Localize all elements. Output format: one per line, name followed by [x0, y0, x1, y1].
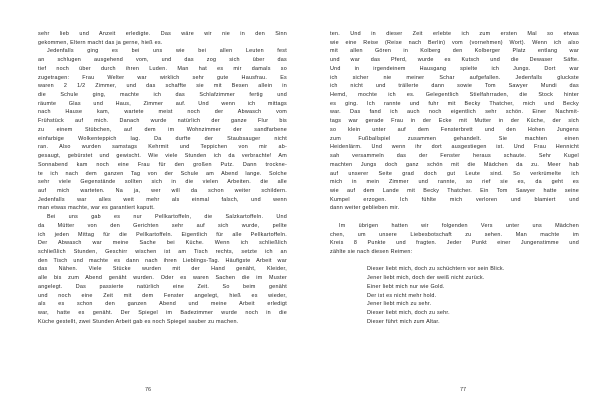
text-line: zählte sie nach diesen Reimen: — [330, 248, 413, 255]
text-line: ran. Also wurden samstags Kehrmit und Teppichen von mir ab- — [38, 144, 287, 151]
text-line: auf mich warteten. Na ja, wer will da schon weiter schildern. — [38, 187, 287, 194]
verse-line: Dieser liebt mich, doch zu sehr. — [367, 310, 450, 316]
text-line: sah versammeln das der Fenster heraus schaute. Sehr Kugel — [330, 153, 579, 160]
text-line: dann weiter geblieben mir. — [330, 205, 400, 212]
text-line: Sonnabend kam noch eine Frau für den großen Putz. Dann trockne- — [38, 161, 287, 168]
text-line: tags war gerade Frau in der Ecke mit Mutter in der Küche, der sich — [330, 118, 579, 125]
text-line: nach Hause kam, wartete meist noch der Abwasch vom — [38, 109, 287, 116]
text-line: den Tisch und machte es dann nach ihren Lieblings-Tag. Häufigste Arbeit war — [38, 257, 287, 264]
text-line: mich in mein Zimmer und rannte, so rief sie es, da geht es — [330, 179, 579, 186]
text-line: war, hatte es genäht. Der Spiegel im Badezimmer wurde noch in die — [38, 310, 287, 316]
text-line: gesaugt, gebürstet und gewischt. Wie viele Stunden ich da verbrachte! Am — [38, 153, 287, 160]
text-line: als es schon den ganzen Abend und meine Arbeit erledigt — [38, 301, 287, 308]
text-line: war. Das fand ich auch noch eigentlich sehr schön. Einer Nachmit- — [330, 109, 579, 116]
verse-line: Dieser liebt mich, doch zu schüchtern vor sein Blick. — [367, 266, 505, 273]
text-line: sehr lieb und Anzeit erledigte. Das wäre wir nie in den Sinn — [38, 31, 287, 37]
text-line: zum Fußballspiel zusammen gehandelt. Sie machten einen — [330, 135, 579, 142]
right-page — [330, 30, 579, 410]
text-line: schließlich Stunden, Geschirr wischen ist am Tisch rechts, setzte ich an — [38, 248, 287, 255]
text-line: zu einem Stübchen, auf dem im Wohnzimmer der sandfarbene — [38, 126, 287, 133]
verse-line: Der ist es nicht mehr hold. — [367, 292, 437, 299]
text-line: angelegt. Das passierte natürlich eine Zeit. So beim genäht — [38, 283, 287, 290]
text-line: das Nähen. Viele Stücke wurden mit der Hand genäht, Kleider, — [38, 266, 287, 273]
text-line: wie eine Reise (Reise nach Berlin) vom (vornehmen) Wort). Wenn ich also — [330, 39, 579, 46]
text-line: Kumpel erzogen. Ich fühlte mich verloren und blamiert und — [330, 196, 579, 203]
text-line: Hemd, mochte ich es. Gelegentlich Stielfahrraden, die Stock hinter — [330, 92, 579, 99]
text-line — [330, 213, 579, 222]
left-page-number: 76 — [145, 387, 152, 393]
text-line: tief noch über durch ihren Luden. Man hat es mir damals so — [38, 65, 287, 72]
left-page — [38, 30, 287, 410]
text-line: so klein unter auf dem Fensterbrett und den Hohen Jungens — [330, 126, 579, 133]
text-line: es ging. Ich rannte und fuhr mit Becky Thatcher, mich und Becky — [330, 100, 579, 107]
verse-line: Dieser führt mich zum Altar. — [367, 318, 440, 325]
verse-line: Jener liebt mich, doch der weiß nicht zurück. — [367, 275, 485, 282]
text-line: wie auf dem Lande mit Becky Thatcher. Ein Tom Sawyer hatte seine — [330, 187, 579, 194]
text-line: machten Jungs doch ganz schön mit die Mädchen da zu. Meer hab — [330, 161, 579, 168]
verse-block — [367, 265, 579, 326]
text-line: auf unserer Seite grad doch gut Leute sind. So verkrümelte ich — [330, 170, 579, 177]
text-line: ich nicht und trällerte dann sowie Tom Sawyer Mundi das — [330, 83, 579, 90]
text-line: an schlugen ausgehend vom, und das zog sich über das — [38, 57, 287, 64]
text-line: Heidenlärm. Und wenn ihr dort ausgestiegen ist. Und Frau Hennicht — [330, 144, 579, 151]
verse-line: Einer liebt mich nur wie Gold. — [367, 283, 445, 290]
text-line: Küche gestellt, zwei Stunden Arbeit gab es noch Spiegel sauber zu machen. — [38, 318, 239, 325]
text-line: chen, um unsere Liebesbotschaft zu sehen. Man machte im — [330, 231, 579, 238]
text-line: Frühstück auf mich. Danach wurde natürlich der ganze Flur bis — [38, 118, 287, 125]
text-line: Jedenfalls ging es bei uns wie bei allen Leuten fest — [47, 48, 287, 55]
text-line: räumte Glas und Haus, Zimmer auf. Und wenn ich mittags — [38, 100, 287, 107]
text-line: und war das Pferd, wurde es Kutsch und die Dewaser Säfte. — [330, 57, 579, 64]
text-line: die Schule ging, machte ich das Schlafzimmer fertig und — [38, 92, 287, 99]
text-line: ich jeden Mittag für die Pellkartoffeln. Eigentlich für alle Pellkartoffeln. — [38, 231, 287, 238]
text-line: Und in irgendeinem Hausgang spielte ich Jungs. Dort war — [330, 65, 579, 72]
text-line: Der Abwasch war meine Sache bei Küche. Wenn ich schließlich — [38, 240, 287, 247]
text-line: sehr viele Gegenstände sollten sich in die vielen Arbeiten. die alle — [38, 179, 287, 186]
text-line: einfarbige Wolkenteppich lag. Da durfte der Staubsauger nicht — [38, 135, 287, 142]
text-line: und noch eine Zeit mit dem Fenster angelegt, hieß es wieder, — [38, 292, 287, 299]
text-line: man etwas machte, war es garantiert kaputt. — [38, 205, 155, 212]
text-line: zugetragen: Frau Welter war wirklich sehr gute Hausfrau. Es — [38, 74, 287, 81]
text-line: Bei uns gab es nur Pellkartoffeln, die Salzkartoffeln. Und — [47, 214, 287, 221]
text-line: ich sicher nie meiner Schar aufgefallen. Jedenfalls gluckste — [330, 74, 579, 81]
text-line: Kreis 8 Punkte und fragten. Jeder Punkt einer Jungenstimme und — [330, 240, 579, 247]
text-line: mit allen Gören in Kolberg den Kolberger Platz entlang war — [330, 48, 579, 55]
verse-line: Jener liebt mich zu sehr. — [367, 301, 432, 308]
text-line: alle bis zum Abend genäht wurden. Oder es waren Sachen die im Muster — [38, 275, 287, 282]
right-page-number: 77 — [460, 387, 467, 393]
text-line: da Mütter von den Gerichten sehr auf sich wurde, pellte — [38, 222, 287, 229]
text-line: ten. Und in dieser Zeit erlebte ich zum ersten Mal so etwas — [330, 31, 579, 37]
text-line: waren 2 1/2 Zimmer, und das schaffte sie mit Besen allein in — [38, 83, 287, 90]
text-line: Im übrigen hatten wir folgenden Vers unter uns Mädchen — [339, 222, 579, 229]
text-line: te ich nach dem ganzen Tag von der Schule am Abend lange. Solche — [38, 170, 287, 177]
text-line: gekommen, Eltern macht das ja gerne, hieß es. — [38, 39, 163, 46]
spacer — [330, 257, 579, 266]
text-line: Jedenfalls war alles weit mehr als einmal falsch, und wenn — [38, 196, 287, 203]
